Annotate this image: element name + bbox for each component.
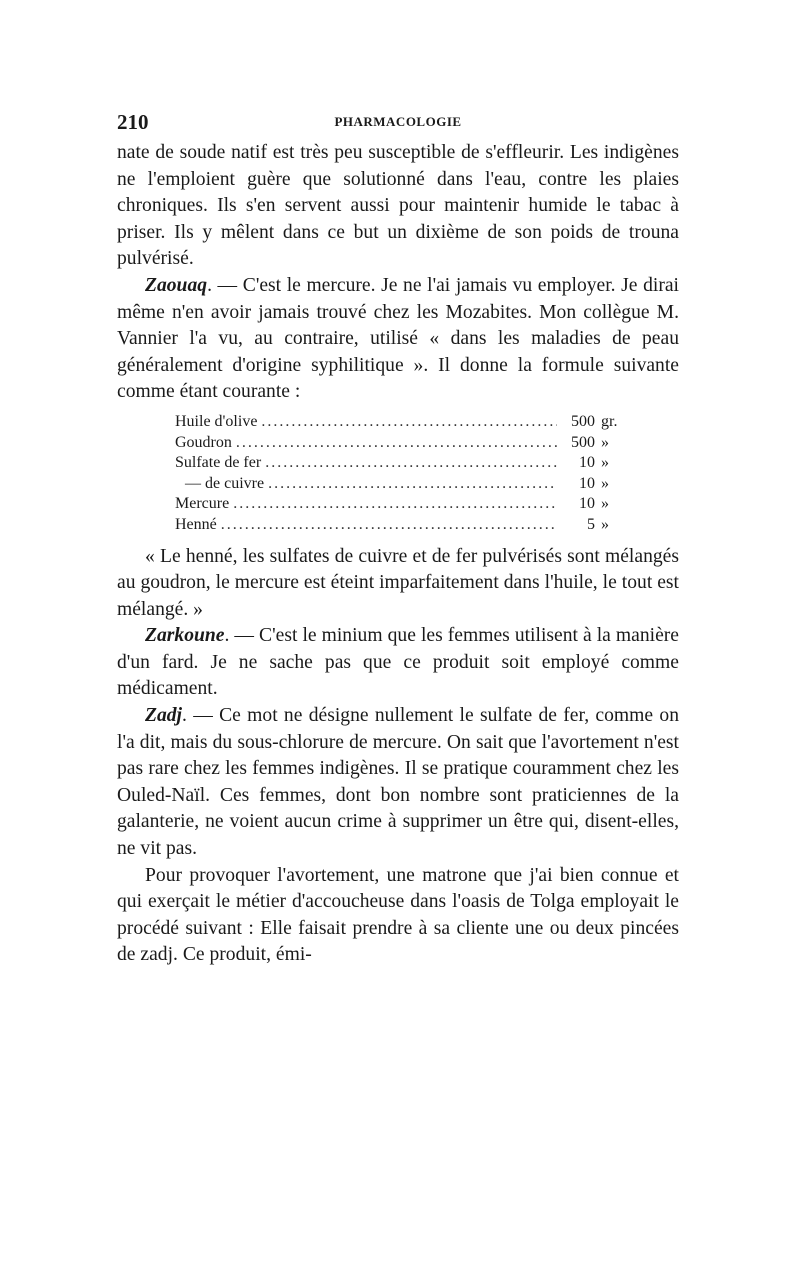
recipe-unit: »	[601, 474, 609, 492]
recipe-unit: gr.	[601, 412, 618, 430]
dot-leader	[236, 433, 557, 454]
recipe-quantity: 500	[571, 433, 595, 451]
paragraph	[117, 140, 679, 273]
page-header	[117, 108, 679, 140]
paragraph-text: . — C'est le mercure. Je ne l'ai jamais vu employer. Je dirai même n'en avoir jamais trouvé chez les Mozabites. Mon collègue M. Vannier l'a vu, au contraire, utilisé « dans les maladies de peau généralement d'origine syphilitique ». Il donne la formule suivante comme étant courante :	[117, 274, 679, 403]
dot-leader	[221, 515, 557, 536]
recipe-quantity: 10	[579, 474, 595, 492]
recipe-unit: »	[601, 433, 609, 451]
recipe-row	[175, 474, 627, 495]
paragraph-text: nate de soude natif est très peu susceptible de s'effleurir. Les indigènes ne l'emploient guère que solutionné dans l'eau, contre les plaies chroniques. Ils s'en servent aussi pour maintenir humide le tabac à priser. Ils y mêlent dans ce but un dixième de son poids de trouna pulvérisé.	[117, 142, 679, 270]
text-section-after-recipe	[117, 544, 679, 970]
body-text	[117, 140, 679, 969]
recipe-unit: »	[601, 515, 609, 533]
text-section-before-recipe	[117, 140, 679, 406]
paragraph	[117, 273, 679, 406]
running-title: PHARMACOLOGIE	[334, 114, 462, 129]
recipe-unit: »	[601, 495, 609, 513]
recipe-table	[175, 412, 627, 536]
recipe-row	[175, 453, 627, 474]
paragraph-text: . — C'est le minium que les femmes utilisent à la manière d'un fard. Je ne sache pas que ce produit soit employé comme médicament.	[117, 625, 679, 700]
page-number: 210	[117, 110, 149, 134]
paragraph-text: . — Ce mot ne désigne nullement le sulfate de fer, comme on l'a dit, mais du sous-chlorure de mercure. On sait que l'avortement n'est pas rare chez les femmes indigènes. Il se pratique couramment chez les Ouled-Naïl. Ces femmes, dont bon nombre sont praticiennes de la galanterie, ne voient aucun crime à supprimer un être qui, disent-elles, ne vit pas.	[117, 705, 679, 860]
recipe-row	[175, 515, 627, 536]
recipe-ingredient: — de cuivre	[185, 474, 265, 492]
recipe-quantity: 10	[579, 454, 595, 472]
dot-leader	[265, 453, 557, 474]
dot-leader	[268, 474, 557, 495]
dot-leader	[233, 494, 557, 515]
book-page	[117, 108, 679, 969]
recipe-row	[175, 494, 627, 515]
recipe-quantity: 5	[587, 515, 595, 533]
recipe-row	[175, 412, 627, 433]
paragraph	[117, 623, 679, 703]
recipe-ingredient: Goudron	[175, 433, 232, 451]
recipe-ingredient: Mercure	[175, 495, 230, 513]
recipe-ingredient: Huile d'olive	[175, 412, 258, 430]
paragraph	[117, 863, 679, 969]
glossary-term: Zarkoune	[145, 625, 225, 647]
recipe-unit: »	[601, 454, 609, 472]
recipe-row	[175, 433, 627, 454]
recipe-ingredient: Sulfate de fer	[175, 454, 262, 472]
glossary-term: Zadj	[145, 705, 183, 727]
paragraph-text: « Le henné, les sulfates de cuivre et de fer pulvérisés sont mélangés au goudron, le mercure est éteint imparfaitement dans l'huile, le tout est mélangé. »	[117, 545, 679, 620]
glossary-term: Zaouaq	[145, 274, 208, 296]
recipe-quantity: 500	[571, 412, 595, 430]
paragraph	[117, 544, 679, 624]
paragraph-text: Pour provoquer l'avortement, une matrone que j'ai bien connue et qui exerçait le métier d'accoucheuse dans l'oasis de Tolga employait le procédé suivant : Elle faisait prendre à sa cliente une ou deux pincées de zadj. Ce produit, émi-	[117, 864, 679, 966]
paragraph	[117, 703, 679, 863]
dot-leader	[261, 412, 557, 433]
recipe-quantity: 10	[579, 495, 595, 513]
recipe-ingredient: Henné	[175, 515, 217, 533]
